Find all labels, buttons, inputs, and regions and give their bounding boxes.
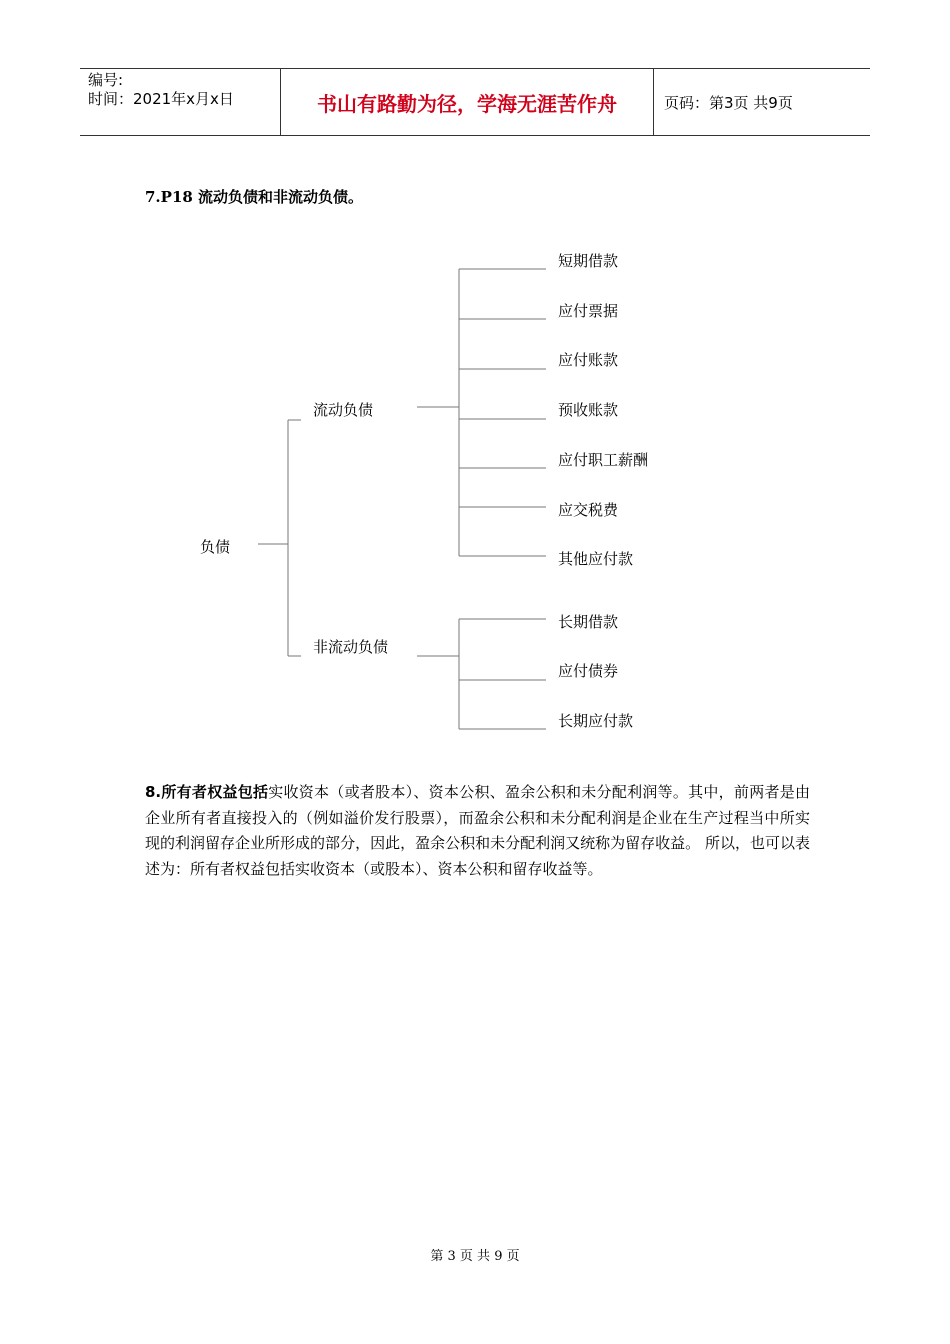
tree-item: 长期应付款	[558, 712, 634, 730]
section8-body: 实收资本（或者股本）、资本公积、盈余公积和未分配利润等。其中，前两者是由企业所有者直接投入的（例如溢价发行股票），而盈余公积和未分配利润是企业在生产过程当中所实现的利润留存企业所形成的部分，因此，盈余公积和未分配利润又统称为留存收益。 所以，也可以表述为：所有者权益包括实收资本（或股本）、资本公积和留存收益等。	[145, 783, 810, 878]
tree-root: 负债	[200, 538, 231, 556]
header-meta	[80, 69, 281, 135]
tree-item: 短期借款	[558, 252, 619, 270]
tree-item: 预收账款	[558, 401, 619, 419]
tree-item: 长期借款	[558, 613, 619, 631]
header-page-label: 页码：第3页 共9页	[664, 93, 793, 112]
tree-item: 应付债券	[558, 662, 619, 680]
section8-paragraph	[145, 780, 810, 882]
tree-item: 应交税费	[558, 501, 619, 519]
header-motto: 书山有路勤为径，学海无涯苦作舟	[281, 69, 654, 135]
section8-lead: 8.所有者权益包括	[145, 783, 269, 801]
time-label: 时间：2021年x月x日	[88, 90, 234, 108]
tree-current-label: 流动负债	[313, 401, 374, 419]
number-label: 编号:	[88, 71, 124, 89]
page-header	[80, 68, 870, 136]
tree-item: 应付职工薪酬	[558, 451, 649, 469]
tree-item: 应付票据	[558, 302, 619, 320]
tree-noncurrent-label: 非流动负债	[313, 638, 389, 656]
section7-heading: 7.P18 流动负债和非流动负债。	[145, 188, 364, 206]
tree-item: 其他应付款	[558, 550, 634, 568]
tree-item: 应付账款	[558, 351, 619, 369]
page-footer: 第 3 页 共 9 页	[430, 1249, 520, 1264]
